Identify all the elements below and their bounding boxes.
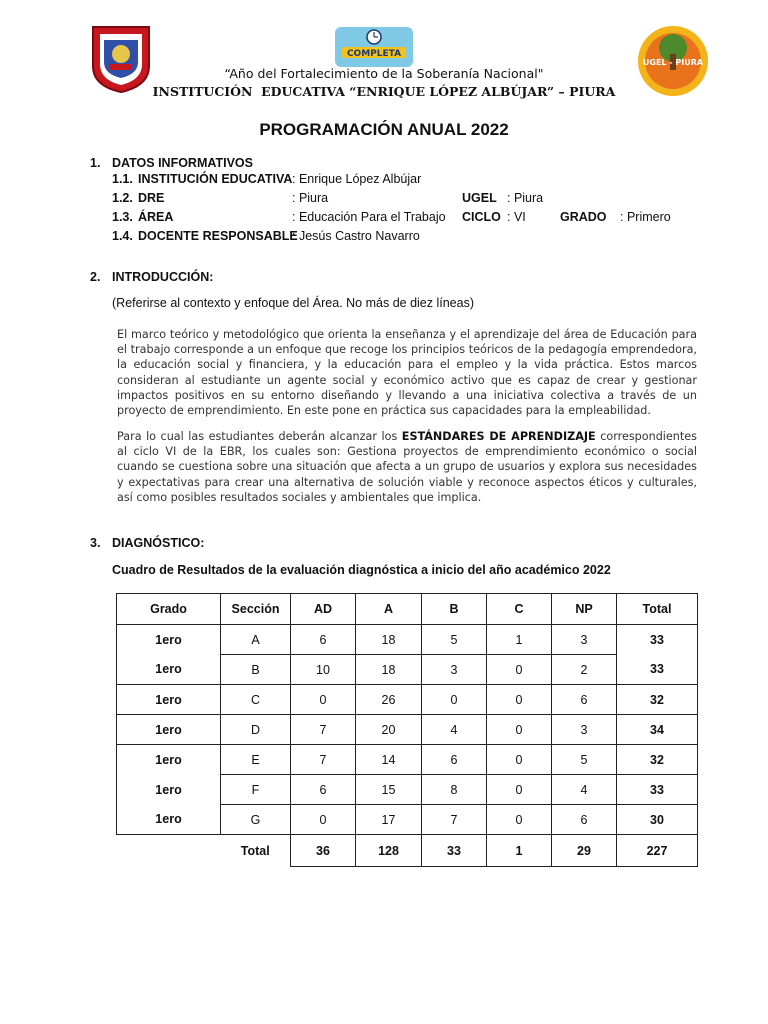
cell: 32 xyxy=(617,745,698,775)
section-3-heading: 3. DIAGNÓSTICO: xyxy=(90,536,205,550)
cell: C xyxy=(221,685,291,715)
col-header: Total xyxy=(617,594,698,625)
col-header: Sección xyxy=(221,594,291,625)
cell: 17 xyxy=(356,805,422,835)
table-header-row xyxy=(117,594,698,625)
section-1-heading: 1. DATOS INFORMATIVOS xyxy=(90,156,253,170)
cell: 0 xyxy=(487,715,552,745)
jornada-escolar-logo-icon xyxy=(334,26,414,68)
cell: 3 xyxy=(552,625,617,655)
cell: F xyxy=(221,775,291,805)
cell: 2 xyxy=(552,655,617,685)
section-2-note: (Referirse al contexto y enfoque del Área. No más de diez líneas) xyxy=(112,296,474,310)
col-header: Grado xyxy=(117,594,221,625)
total-cell: 33 xyxy=(422,835,487,867)
table-row xyxy=(117,715,698,745)
cell: 1ero xyxy=(117,625,221,655)
col-header: C xyxy=(487,594,552,625)
svg-text:COMPLETA: COMPLETA xyxy=(346,49,402,59)
cell: 33 xyxy=(617,655,698,685)
page-title: PROGRAMACIÓN ANUAL 2022 xyxy=(259,120,509,139)
cell: 18 xyxy=(356,625,422,655)
cell: 0 xyxy=(487,655,552,685)
cell: 14 xyxy=(356,745,422,775)
cell: 10 xyxy=(291,655,356,685)
empty-cell xyxy=(117,835,221,867)
svg-text:UGEL - PIURA: UGEL - PIURA xyxy=(642,58,704,67)
cell: 3 xyxy=(552,715,617,745)
diagnostic-results-table xyxy=(116,593,698,867)
table-row xyxy=(117,685,698,715)
cell: B xyxy=(221,655,291,685)
cell: 3 xyxy=(422,655,487,685)
table-totals-row xyxy=(117,835,698,867)
col-header: A xyxy=(356,594,422,625)
cell: 7 xyxy=(422,805,487,835)
cell: 1ero xyxy=(117,745,221,775)
col-header: B xyxy=(422,594,487,625)
cell: 15 xyxy=(356,775,422,805)
cell: 0 xyxy=(487,745,552,775)
cell: 6 xyxy=(291,775,356,805)
table-row xyxy=(117,655,698,685)
intro-paragraph-1: El marco teórico y metodológico que orienta la enseñanza y el aprendizaje del área de Educación para el trabajo corresponde a un enfoque que recoge los principios teóricos de la pedagogía emprendedora, la educación social y financiera, y la educación para el empleo y la vida práctica. Estos marcos consideran al estudiante un agente social y económico activo que es capaz de crear y gestionar impactos positivos en su entorno diseñando y llevando a una iniciativa colectiva a través de un proyecto de emprendimiento. En este pone en práctica sus capacidades para la empleabilidad. xyxy=(117,328,697,418)
table-row xyxy=(117,775,698,805)
total-label: Total xyxy=(240,843,270,858)
cell: E xyxy=(221,745,291,775)
cell: 6 xyxy=(291,625,356,655)
cell: 34 xyxy=(617,715,698,745)
cell: 0 xyxy=(291,685,356,715)
cell: G xyxy=(221,805,291,835)
cell: 18 xyxy=(356,655,422,685)
cell: 33 xyxy=(617,625,698,655)
cell: 7 xyxy=(291,745,356,775)
cell: 1ero xyxy=(117,655,221,685)
total-cell: 128 xyxy=(356,835,422,867)
table-row xyxy=(117,805,698,835)
cell: 8 xyxy=(422,775,487,805)
cell: 26 xyxy=(356,685,422,715)
total-cell: 29 xyxy=(552,835,617,867)
cell: A xyxy=(221,625,291,655)
cell: 0 xyxy=(487,805,552,835)
cell: 4 xyxy=(552,775,617,805)
national-motto: “Año del Fortalecimiento de la Soberanía Nacional" xyxy=(224,66,544,81)
cell: 1ero xyxy=(117,715,221,745)
school-name: INSTITUCIÓN EDUCATIVA “ENRIQUE LÓPEZ ALBÚJAR” – PIURA xyxy=(152,84,616,99)
cell: 20 xyxy=(356,715,422,745)
cell: 30 xyxy=(617,805,698,835)
table-row xyxy=(117,625,698,655)
cell: 6 xyxy=(552,805,617,835)
cell: 1 xyxy=(487,625,552,655)
cell: 0 xyxy=(422,685,487,715)
cell: 32 xyxy=(617,685,698,715)
col-header: NP xyxy=(552,594,617,625)
table-row xyxy=(117,745,698,775)
cell: 5 xyxy=(422,625,487,655)
total-cell: 36 xyxy=(291,835,356,867)
cell: 0 xyxy=(291,805,356,835)
total-cell: 227 xyxy=(617,835,698,867)
cell: 0 xyxy=(487,775,552,805)
cell: 5 xyxy=(552,745,617,775)
total-cell: 1 xyxy=(487,835,552,867)
cell: 1ero xyxy=(117,775,221,805)
table-caption: Cuadro de Resultados de la evaluación diagnóstica a inicio del año académico 2022 xyxy=(112,563,611,577)
cell: 1ero xyxy=(117,685,221,715)
cell: 6 xyxy=(552,685,617,715)
col-header: AD xyxy=(291,594,356,625)
cell: 1ero xyxy=(117,805,221,835)
cell: 33 xyxy=(617,775,698,805)
cell: 7 xyxy=(291,715,356,745)
cell: 0 xyxy=(487,685,552,715)
cell: 6 xyxy=(422,745,487,775)
cell: D xyxy=(221,715,291,745)
cell: 4 xyxy=(422,715,487,745)
section-2-heading: 2. INTRODUCCIÓN: xyxy=(90,270,214,284)
intro-paragraph-2: Para lo cual las estudiantes deberán alcanzar los ESTÁNDARES DE APRENDIZAJE correspondientes al ciclo VI de la EBR, los cuales son: Gestiona proyectos de emprendimiento económico o social cuando se cuestiona sobre una situación que afecta a un grupo de usuarios y explora sus necesidades y expectativas para crear una alternativa de solución viable y reconoce aspectos éticos y culturales, así como posibles resultados sociales y ambientales que implica. xyxy=(117,430,697,504)
